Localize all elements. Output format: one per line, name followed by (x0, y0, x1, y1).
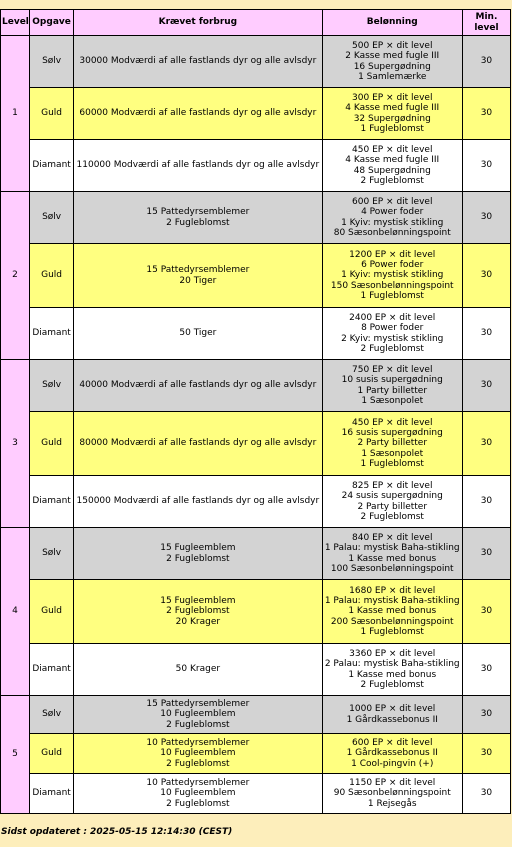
min-level-cell: 30 (462, 528, 510, 580)
min-level-cell: 30 (462, 412, 510, 476)
text-line: 2 Fugleblomst (166, 606, 230, 617)
reward-cell (322, 88, 462, 140)
text-line: 150 Sæsonbelønningspoint (330, 280, 454, 291)
reward-cell (322, 412, 462, 476)
text-line: 1 Kasse med bonus (348, 606, 437, 617)
text-line: 1 Palau: mystisk Baha-stikling (324, 543, 460, 554)
text-line: 4 Power foder (361, 207, 424, 218)
table-row (1, 192, 511, 244)
min-level-cell: 30 (462, 476, 510, 528)
task-tier-cell: Diamant (30, 476, 74, 528)
min-level-cell: 30 (462, 644, 510, 696)
table-row (1, 412, 511, 476)
required-cell (74, 88, 322, 140)
text-line: 2 Fugleblomst (360, 679, 424, 690)
text-line: 2 Fugleblomst (360, 511, 424, 522)
required-cell (74, 528, 322, 580)
text-line: 10 Pattedyrsemblemer (146, 778, 250, 789)
reward-cell (322, 644, 462, 696)
text-line: 1680 EP × dit level (349, 585, 436, 596)
text-line: 500 EP × dit level (352, 40, 433, 51)
required-cell (74, 774, 322, 814)
level-cell: 2 (1, 192, 30, 360)
text-line: 2 Fugleblomst (360, 175, 424, 186)
last-updated: Sidst opdateret : 2025-05-15 12:14:30 (CEST) (1, 827, 233, 837)
text-line: 1000 EP × dit level (349, 704, 436, 715)
text-line: 1 Party billetter (357, 385, 428, 396)
text-line: 2 Fugleblomst (166, 553, 230, 564)
level-cell: 5 (1, 696, 30, 814)
text-line: 1 Samlemærke (358, 71, 427, 82)
text-line: 20 Krager (175, 616, 221, 627)
text-line: 1 Fugleblomst (360, 458, 424, 469)
text-line: 1 Palau: mystisk Baha-stikling (324, 596, 460, 607)
text-line: 1 Fugleblomst (360, 123, 424, 134)
text-line: 450 EP × dit level (352, 144, 433, 155)
text-line: 4 Kasse med fugle III (345, 155, 440, 166)
reward-cell (322, 308, 462, 360)
task-tier-cell: Diamant (30, 644, 74, 696)
text-line: 10 Fugleemblem (160, 748, 236, 759)
text-line: 60000 Modværdi af alle fastlands dyr og alle avlsdyr (79, 108, 317, 119)
text-line: 110000 Modværdi af alle fastlands dyr og alle avlsdyr (76, 160, 320, 171)
text-line: 100 Sæsonbelønningspoint (330, 563, 454, 574)
text-line: 15 Pattedyrsemblemer (146, 207, 250, 218)
task-tier-cell: Sølv (30, 360, 74, 412)
text-line: 2 Kasse med fugle III (345, 51, 440, 62)
task-tier-cell: Diamant (30, 308, 74, 360)
level-cell: 4 (1, 528, 30, 696)
table-row (1, 308, 511, 360)
text-line: 1 Kyiv: mystisk stikling (341, 270, 444, 281)
required-cell (74, 360, 322, 412)
text-line: 1 Rejsegås (367, 798, 417, 809)
reward-cell (322, 140, 462, 192)
text-line: 2400 EP × dit level (349, 312, 436, 323)
min-level-cell: 30 (462, 774, 510, 814)
reward-cell (322, 528, 462, 580)
text-line: 1200 EP × dit level (349, 249, 436, 260)
task-tier-cell: Guld (30, 580, 74, 644)
task-tier-cell: Diamant (30, 140, 74, 192)
text-line: 2 Fugleblomst (166, 719, 230, 730)
text-line: 2 Palau: mystisk Baha-stikling (324, 659, 460, 670)
text-line: 1150 EP × dit level (349, 778, 436, 789)
table-row (1, 140, 511, 192)
text-line: 150000 Modværdi af alle fastlands dyr og alle avlsdyr (76, 496, 320, 507)
reward-cell (322, 36, 462, 88)
reward-cell (322, 360, 462, 412)
min-level-cell: 30 (462, 192, 510, 244)
text-line: 450 EP × dit level (352, 417, 433, 428)
required-cell (74, 644, 322, 696)
text-line: 2 Party billetter (357, 501, 428, 512)
task-tier-cell: Sølv (30, 696, 74, 734)
text-line: 15 Fugleemblem (160, 596, 236, 607)
text-line: 16 Supergødning (353, 61, 431, 72)
min-level-cell: 30 (462, 308, 510, 360)
table-row (1, 476, 511, 528)
reward-cell (322, 734, 462, 774)
reward-cell (322, 244, 462, 308)
min-level-cell: 30 (462, 580, 510, 644)
text-line: 600 EP × dit level (352, 196, 433, 207)
text-line: 200 Sæsonbelønningspoint (330, 616, 454, 627)
table-row (1, 360, 511, 412)
text-line: 8 Power foder (361, 323, 424, 334)
min-level-cell: 30 (462, 696, 510, 734)
text-line: 10 Fugleemblem (160, 709, 236, 720)
text-line: 15 Pattedyrsemblemer (146, 699, 250, 710)
text-line: 2 Fugleblomst (166, 758, 230, 769)
required-cell (74, 412, 322, 476)
text-line: 4 Kasse med fugle III (345, 103, 440, 114)
min-level-cell: 30 (462, 88, 510, 140)
table-row (1, 244, 511, 308)
task-tier-cell: Guld (30, 734, 74, 774)
min-level-cell: 30 (462, 734, 510, 774)
reward-cell (322, 476, 462, 528)
header-row (1, 10, 511, 36)
task-tier-cell: Diamant (30, 774, 74, 814)
text-line: 16 susis supergødning (341, 428, 443, 439)
min-level-cell: 30 (462, 36, 510, 88)
reward-cell (322, 192, 462, 244)
text-line: 1 Fugleblomst (360, 626, 424, 637)
text-line: 15 Pattedyrsemblemer (146, 265, 250, 276)
text-line: 80000 Modværdi af alle fastlands dyr og alle avlsdyr (79, 438, 317, 449)
text-line: 750 EP × dit level (352, 364, 433, 375)
text-line: 50 Tiger (179, 328, 217, 339)
header-task: Opgave (30, 10, 74, 36)
text-line: 50 Krager (175, 664, 221, 675)
text-line: 15 Fugleemblem (160, 543, 236, 554)
required-cell (74, 36, 322, 88)
task-tier-cell: Guld (30, 412, 74, 476)
table-row (1, 528, 511, 580)
text-line: 2 Fugleblomst (166, 217, 230, 228)
text-line: 90 Sæsonbelønningspoint (333, 788, 451, 799)
text-line: 1 Kasse med bonus (348, 553, 437, 564)
table-body (1, 36, 511, 814)
level-cell: 1 (1, 36, 30, 192)
required-cell (74, 308, 322, 360)
rewards-table (0, 9, 511, 814)
min-level-cell: 30 (462, 244, 510, 308)
text-line: 2 Party billetter (357, 438, 428, 449)
text-line: 6 Power foder (361, 260, 424, 271)
required-cell (74, 192, 322, 244)
required-cell (74, 140, 322, 192)
text-line: 2 Fugleblomst (360, 343, 424, 354)
task-tier-cell: Guld (30, 244, 74, 308)
task-tier-cell: Guld (30, 88, 74, 140)
text-line: 10 susis supergødning (341, 375, 443, 386)
required-cell (74, 476, 322, 528)
text-line: 1 Sæsonpolet (361, 448, 424, 459)
text-line: 32 Supergødning (353, 113, 431, 124)
reward-cell (322, 580, 462, 644)
text-line: 2 Fugleblomst (166, 798, 230, 809)
text-line: 1 Gårdkassebonus II (346, 714, 438, 725)
min-level-cell: 30 (462, 140, 510, 192)
header-level: Level (1, 10, 30, 36)
required-cell (74, 244, 322, 308)
table-row (1, 88, 511, 140)
text-line: 30000 Modværdi af alle fastlands dyr og alle avlsdyr (79, 56, 317, 67)
text-line: 10 Fugleemblem (160, 788, 236, 799)
text-line: 80 Sæsonbelønningspoint (333, 227, 451, 238)
task-tier-cell: Sølv (30, 192, 74, 244)
text-line: 48 Supergødning (353, 165, 431, 176)
text-line: 3360 EP × dit level (349, 648, 436, 659)
text-line: 1 Fugleblomst (360, 290, 424, 301)
table-row (1, 36, 511, 88)
required-cell (74, 734, 322, 774)
text-line: 825 EP × dit level (352, 480, 433, 491)
text-line: 1 Cool-pingvin (+) (351, 758, 434, 769)
text-line: 24 susis supergødning (341, 491, 443, 502)
min-level-cell: 30 (462, 360, 510, 412)
text-line: 1 Gårdkassebonus II (346, 748, 438, 759)
table-row (1, 774, 511, 814)
text-line: 20 Tiger (179, 275, 217, 286)
text-line: 300 EP × dit level (352, 92, 433, 103)
task-tier-cell: Sølv (30, 36, 74, 88)
table-row (1, 734, 511, 774)
reward-cell (322, 774, 462, 814)
table-row (1, 580, 511, 644)
level-cell: 3 (1, 360, 30, 528)
text-line: 600 EP × dit level (352, 738, 433, 749)
text-line: 840 EP × dit level (352, 532, 433, 543)
text-line: 1 Kyiv: mystisk stikling (341, 217, 444, 228)
reward-cell (322, 696, 462, 734)
text-line: 2 Kyiv: mystisk stikling (341, 333, 444, 344)
text-line: 1 Sæsonpolet (361, 395, 424, 406)
header-required: Krævet forbrug (74, 10, 322, 36)
text-line: 1 Kasse med bonus (348, 669, 437, 680)
header-reward: Belønning (322, 10, 462, 36)
table-row (1, 644, 511, 696)
required-cell (74, 580, 322, 644)
text-line: 10 Pattedyrsemblemer (146, 738, 250, 749)
task-tier-cell: Sølv (30, 528, 74, 580)
required-cell (74, 696, 322, 734)
table-row (1, 696, 511, 734)
text-line: 40000 Modværdi af alle fastlands dyr og alle avlsdyr (79, 380, 317, 391)
header-min-level: Min. level (462, 10, 510, 36)
